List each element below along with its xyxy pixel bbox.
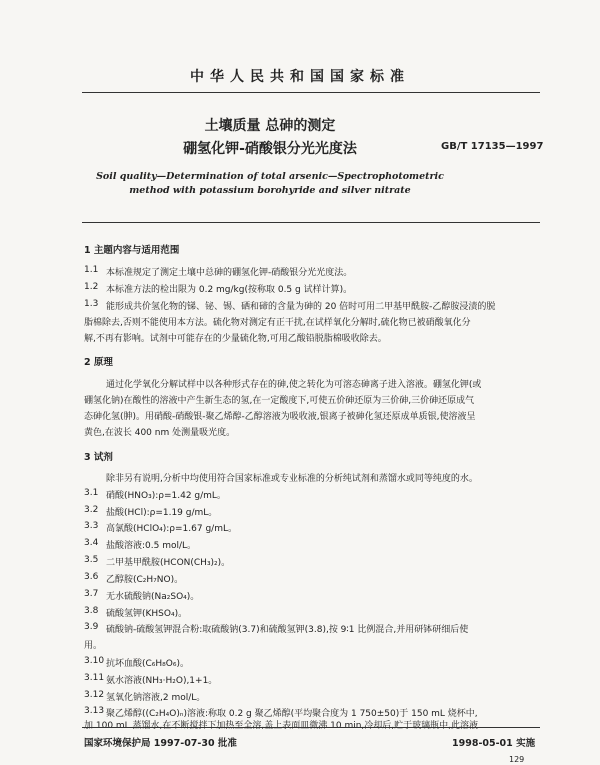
clause-number: 1.3 — [84, 299, 99, 309]
clause-number: 3.5 — [84, 555, 99, 565]
title-line-2: 硼氢化钾-硝酸银分光光度法 — [183, 141, 357, 157]
clause-text: 抗坏血酸(C₆H₈O₆)。 — [106, 659, 189, 669]
principle-line: 通过化学氧化分解试样中以各种形式存在的砷,使之转化为可溶态砷离子进入溶液。硼氢化钾(或 — [106, 380, 482, 390]
clause-text: 二甲基甲酰胺(HCON(CH₃)₂)。 — [106, 558, 231, 568]
implementation-date: 1998-05-01 实施 — [452, 738, 536, 749]
principle-line: 黄色,在波长 400 nm 处测量吸光度。 — [84, 428, 236, 438]
clause-number: 3.11 — [84, 673, 105, 683]
clause-number: 3.8 — [84, 606, 99, 616]
clause-text: 聚乙烯醇((C₂H₄O)ₙ)溶液:称取 0.2 g 聚乙烯醇(平均聚合度为 1 750±50)于 150 mL 烧杯中, — [106, 709, 478, 719]
clause-text: 高氯酸(HClO₄):ρ=1.67 g/mL。 — [106, 524, 237, 534]
clause-number: 3.12 — [84, 690, 105, 700]
header-rule — [82, 92, 540, 93]
clause-text: 硫酸钠-硫酸氢钾混合粉:取硫酸钠(3.7)和硫酸氢钾(3.8),按 9∶1 比例混合,并用研钵研细后使 — [106, 625, 469, 635]
clause-text-continued: 脂棉除去,否则不能使用本方法。硫化物对测定有正干扰,在试样氧化分解时,硫化物已被硝酸氧化分 — [84, 318, 471, 328]
reagents-intro: 除非另有说明,分析中均使用符合国家标准或专业标准的分析纯试剂和蒸馏水或同等纯度的水。 — [106, 474, 478, 484]
clause-number: 1.2 — [84, 282, 99, 292]
clause-text: 乙醇胺(C₂H₇NO)。 — [106, 575, 184, 585]
section-heading-2: 2 原理 — [84, 357, 113, 368]
clause-text: 无水硫酸钠(Na₂SO₄)。 — [106, 592, 200, 602]
national-standard-header: 中华人民共和国国家标准 — [190, 69, 410, 85]
english-title-line-2: method with potassium borohyride and silver nitrate — [129, 185, 411, 196]
clause-text: 能形成共价氢化物的锑、铋、锡、硒和碲的含量为砷的 20 倍时可用二甲基甲酰胺-乙醇胺浸渍的脱 — [106, 302, 496, 312]
section-heading-3: 3 试剂 — [84, 452, 113, 463]
clause-text: 硫酸氢钾(KHSO₄)。 — [106, 609, 188, 619]
principle-line: 硼氢化钠)在酸性的溶液中产生新生态的氢,在一定酸度下,可使五价砷还原为三价砷,三价砷还原成气 — [84, 396, 475, 406]
clause-text: 氨水溶液(NH₃·H₂O),1+1。 — [106, 676, 218, 686]
clause-number: 3.13 — [84, 706, 105, 716]
clause-number: 3.3 — [84, 521, 99, 531]
title-rule — [82, 222, 540, 223]
clause-number: 3.10 — [84, 656, 105, 666]
footer-rule — [82, 727, 540, 728]
clause-number: 3.6 — [84, 572, 99, 582]
clause-number: 3.4 — [84, 538, 99, 548]
clause-text: 盐酸(HCl):ρ=1.19 g/mL。 — [106, 508, 218, 518]
clause-text: 本标准规定了测定土壤中总砷的硼氢化钾-硝酸银分光光度法。 — [106, 268, 353, 278]
clause-number: 3.1 — [84, 488, 99, 498]
standard-code: GB/T 17135—1997 — [441, 141, 544, 152]
title-line-1: 土壤质量 总砷的测定 — [204, 118, 336, 134]
clause-text: 盐酸溶液:0.5 mol/L。 — [106, 541, 197, 551]
clause-text: 氢氧化钠溶液,2 mol/L。 — [106, 693, 206, 703]
clause-text-continued: 用。 — [84, 641, 103, 651]
english-title-line-1: Soil quality—Determination of total arsenic—Spectrophotometric — [96, 171, 444, 182]
clause-number: 3.2 — [84, 505, 99, 515]
clause-text-continued: 加 100 mL 蒸馏水,在不断搅拌下加热至全溶,盖上表面皿微沸 10 min,冷却后,贮于玻璃瓶中,此溶液 — [84, 721, 478, 731]
clause-number: 3.9 — [84, 622, 99, 632]
clause-number: 1.1 — [84, 265, 99, 275]
page-number: 129 — [509, 755, 525, 764]
clause-text: 本标准方法的检出限为 0.2 mg/kg(按称取 0.5 g 试样计算)。 — [106, 285, 353, 295]
clause-text-continued: 解,不再有影响。试剂中可能存在的少量硫化物,可用乙酸铅脱脂棉吸收除去。 — [84, 334, 387, 344]
section-heading-1: 1 主题内容与适用范围 — [84, 245, 180, 256]
clause-text: 硝酸(HNO₃):ρ=1.42 g/mL。 — [106, 491, 226, 501]
clause-number: 3.7 — [84, 589, 99, 599]
approval-date: 国家环境保护局 1997-07-30 批准 — [84, 738, 237, 749]
principle-line: 态砷化氢(胂)。用硝酸-硝酸银-聚乙烯醇-乙醇溶液为吸收液,银离子被砷化氢还原成单质银,使溶液呈 — [84, 412, 476, 422]
